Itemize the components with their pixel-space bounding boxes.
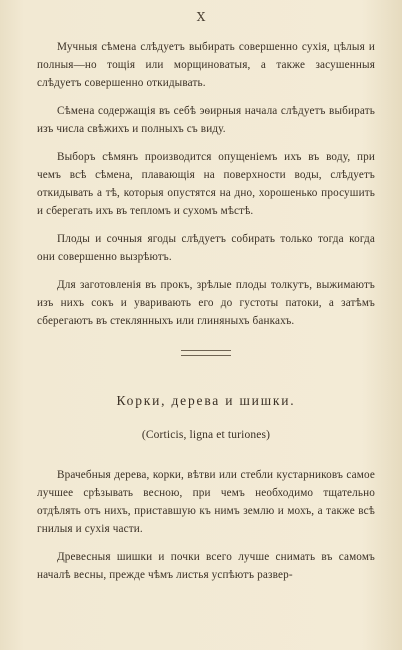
paragraph-wood-bark: Врачебныя дерева, корки, вѣтви или стебли кустарниковъ самое лучшее срѣзывать весною, при чемъ необходимо тщательно отдѣлять отъ нихъ, приставшую къ нимъ землю и мохъ, а также всѣ гнилыя и сухія части. [37,469,375,535]
paragraph-fruits-berries: Плоды и сочныя ягоды слѣдуетъ собирать только тогда когда они совершенно вызрѣютъ. [37,233,375,263]
paragraph-essential-oil-seeds: Сѣмена содержащія въ себѣ эѳирныя начала слѣдуетъ выбирать изъ числа свѣжихъ и полныхъ съ виду. [37,105,375,135]
paragraph-dry-seeds: Мучныя сѣмена слѣдуетъ выбирать совершенно сухія, цѣлыя и полныя—но тощія или морщиноватыя, а также засушенныя слѣдуетъ совершенно откидывать. [37,41,375,89]
section-divider-bottom [181,355,231,356]
section-latin-subtitle: (Corticis, ligna et turiones) [141,429,271,441]
paragraph-fruit-preserving: Для заготовленія въ прокъ, зрѣлые плоды толкутъ, выжимаютъ изъ нихъ сокъ и уваривають его до густоты патоки, а затѣмъ сберегаютъ въ стеклянныхъ или глиняныхъ банкахъ. [37,279,375,327]
section-heading: Корки, дерева и шишки. [116,393,296,408]
paragraph-cones-buds: Древесныя шишки и почки всего лучше снимать въ самомъ началѣ весны, прежде чѣмъ листья успѣютъ развер- [37,551,375,581]
section-divider-top [181,350,231,351]
page-body [37,38,375,594]
page-number: X [196,10,206,24]
paragraph-seed-selection: Выборъ сѣмянъ производится опущеніемъ ихъ въ воду, при чемъ всѣ сѣмена, плавающія на поверхности воды, слѣдуетъ откидывать а тѣ, которыя опустятся на дно, хорошенько просушить и сберегать ихъ въ тепломъ и сухомъ мѣстѣ. [37,151,375,217]
